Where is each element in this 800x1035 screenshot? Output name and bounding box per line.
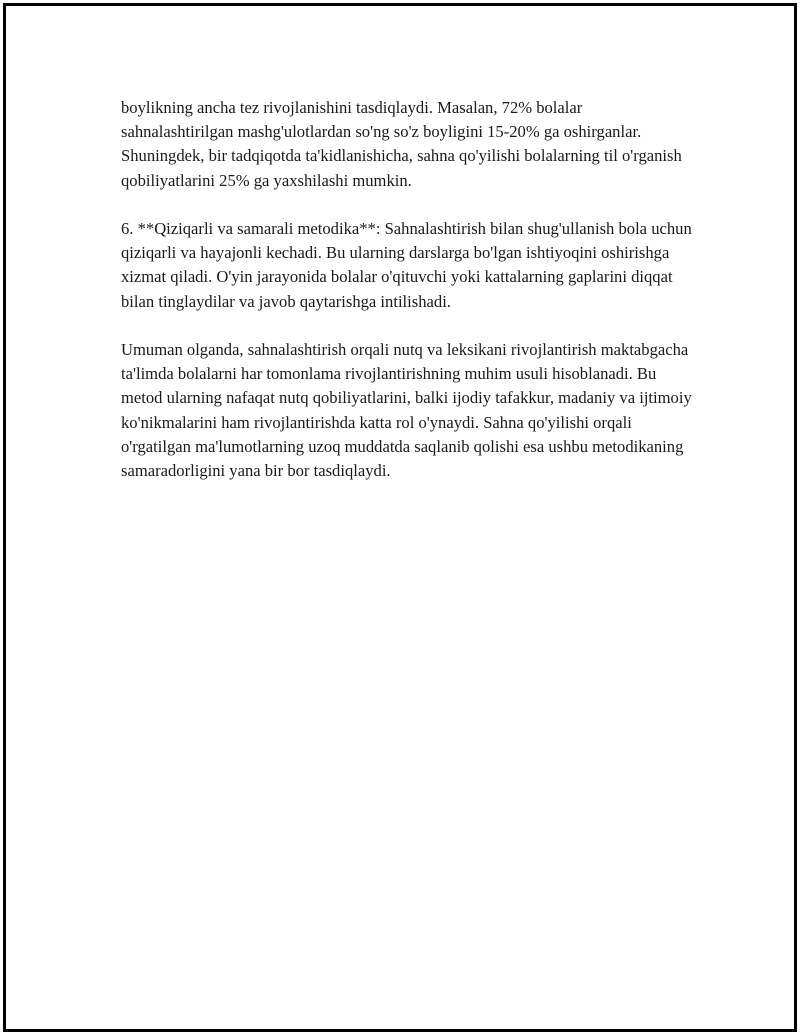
- paragraph-conclusion: Umuman olganda, sahnalashtirish orqali nutq va leksikani rivojlantirish maktabgacha ta'limda bolalarni har tomonlama rivojlantirishning muhim usuli hisoblanadi. Bu metod ularning nafaqat nutq qobiliyatlarini, balki ijodiy tafakkur, madaniy va ijtimoiy ko'nikmalarini ham rivojlantirishda katta rol o'ynaydi. Sahna qo'yilishi orqali o'rgatilgan ma'lumotlarning uzoq muddatda saqlanib qolishi esa ushbu metodikaning samaradorligini yana bir bor tasdiqlaydi.: [121, 340, 692, 481]
- paragraph-continuation: boylikning ancha tez rivojlanishini tasdiqlaydi. Masalan, 72% bolalar sahnalashtirilgan mashg'ulotlardan so'ng so'z boyligini 15-20% ga oshirganlar. Shuningdek, bir tadqiqotda ta'kidlanishicha, sahna qo'yilishi bolalarning til o'rganish qobiliyatlarini 25% ga yaxshilashi mumkin.: [121, 98, 682, 190]
- paragraph-methodology-point-6: 6. **Qiziqarli va samarali metodika**: Sahnalashtirish bilan shug'ullanish bola uchun qiziqarli va hayajonli kechadi. Bu ularning darslarga bo'lgan ishtiyoqini oshirishga xizmat qiladi. O'yin jarayonida bolalar o'qituvchi yoki kattalarning gaplarini diqqat bilan tinglaydilar va javob qaytarishga intilishadi.: [121, 219, 692, 311]
- page-body: [121, 96, 693, 507]
- page-frame: [3, 3, 797, 1032]
